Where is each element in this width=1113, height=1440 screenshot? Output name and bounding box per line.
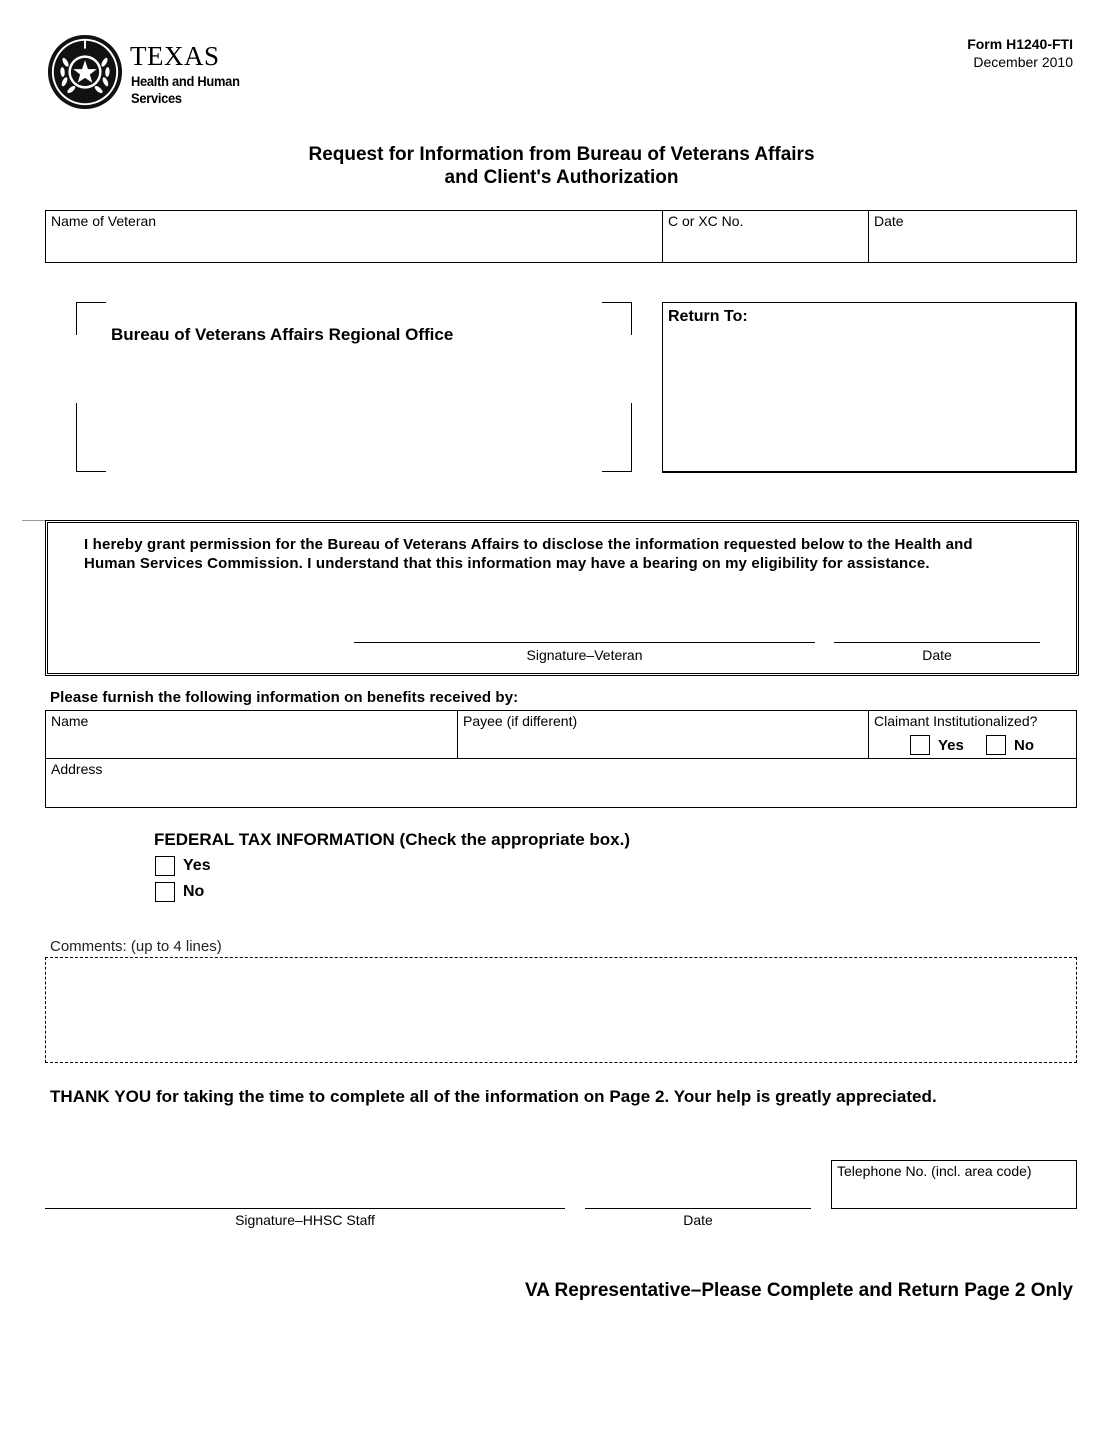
form-date: December 2010 — [973, 54, 1073, 70]
address-field[interactable] — [46, 760, 1076, 808]
recipient-name-field[interactable] — [46, 711, 458, 758]
payee-label: Payee (if different) — [463, 713, 578, 729]
bureau-address-field[interactable] — [76, 302, 632, 472]
thank-you-note: THANK YOU for taking the time to complete all of the information on Page 2. Your help is greatly appreciated. — [50, 1087, 937, 1106]
footer-instruction: VA Representative–Please Complete and Return Page 2 Only — [524, 1280, 1073, 1301]
institutionalized-label: Claimant Institutionalized? — [874, 713, 1038, 729]
telephone-label: Telephone No. (incl. area code) — [837, 1163, 1032, 1179]
payee-field[interactable] — [458, 711, 869, 758]
authorization-box — [45, 520, 1079, 676]
veteran-name-field[interactable] — [46, 211, 663, 262]
return-to-field[interactable] — [662, 302, 1077, 473]
benefits-table — [45, 710, 1077, 808]
logo-wordmark: TEXAS — [130, 41, 220, 71]
page-title-line1: Request for Information from Bureau of Veterans Affairs — [308, 144, 815, 165]
logo-subtitle-line2: Services — [131, 90, 182, 106]
federal-tax-title: FEDERAL TAX INFORMATION (Check the appropriate box.) — [154, 830, 631, 849]
logo-subtitle — [131, 73, 240, 107]
fti-yes-label: Yes — [183, 857, 211, 874]
veteran-name-label: Name of Veteran — [51, 213, 157, 229]
veteran-date-label: Date — [922, 647, 952, 663]
bracket-corner — [76, 302, 106, 335]
veteran-info-row — [45, 210, 1077, 263]
staff-signature-line[interactable] — [45, 1208, 565, 1209]
page-title — [0, 143, 1113, 189]
bracket-corner — [602, 302, 632, 335]
fti-no-checkbox[interactable] — [155, 882, 175, 902]
request-date-label: Date — [874, 213, 904, 229]
recipient-name-label: Name — [51, 713, 89, 729]
bracket-corner — [76, 403, 106, 472]
institutionalized-no-checkbox[interactable] — [986, 735, 1006, 755]
logo-subtitle-line1: Health and Human — [131, 73, 240, 89]
comments-textarea[interactable] — [45, 957, 1077, 1063]
form-number: Form H1240-FTI — [967, 36, 1073, 52]
bureau-label: Bureau of Veterans Affairs Regional Office — [111, 325, 454, 344]
staff-date-line[interactable] — [585, 1208, 811, 1209]
fti-no-label: No — [183, 883, 205, 900]
hhs-logo — [46, 33, 256, 113]
institutionalized-no-label: No — [1014, 736, 1034, 754]
veteran-signature-line[interactable] — [354, 642, 815, 643]
veteran-signature-label: Signature–Veteran — [526, 647, 643, 663]
staff-signature-label: Signature–HHSC Staff — [235, 1212, 375, 1228]
institutionalized-yes-label: Yes — [938, 736, 964, 754]
return-to-label: Return To: — [668, 308, 748, 325]
authorization-statement: I hereby grant permission for the Bureau of Veterans Affairs to disclose the information requested below to the Health and Human Services Commission. I understand that this information may have a bearing on my eligibility for assistance. — [84, 536, 973, 572]
veteran-date-line[interactable] — [834, 642, 1040, 643]
bracket-corner — [602, 403, 632, 472]
request-date-field[interactable] — [869, 211, 1076, 262]
telephone-field[interactable] — [831, 1160, 1077, 1209]
comments-label: Comments: (up to 4 lines) — [50, 938, 222, 955]
state-seal-icon — [46, 33, 124, 111]
form-identifier — [967, 35, 1073, 71]
case-number-label: C or XC No. — [668, 213, 744, 229]
address-label: Address — [51, 761, 103, 777]
institutionalized-cell — [869, 711, 1076, 758]
institutionalized-yes-checkbox[interactable] — [910, 735, 930, 755]
case-number-field[interactable] — [663, 211, 869, 262]
fti-yes-checkbox[interactable] — [155, 856, 175, 876]
page-title-line2: and Client's Authorization — [444, 167, 679, 188]
staff-date-label: Date — [683, 1212, 713, 1228]
benefits-header: Please furnish the following information on benefits received by: — [50, 689, 519, 706]
